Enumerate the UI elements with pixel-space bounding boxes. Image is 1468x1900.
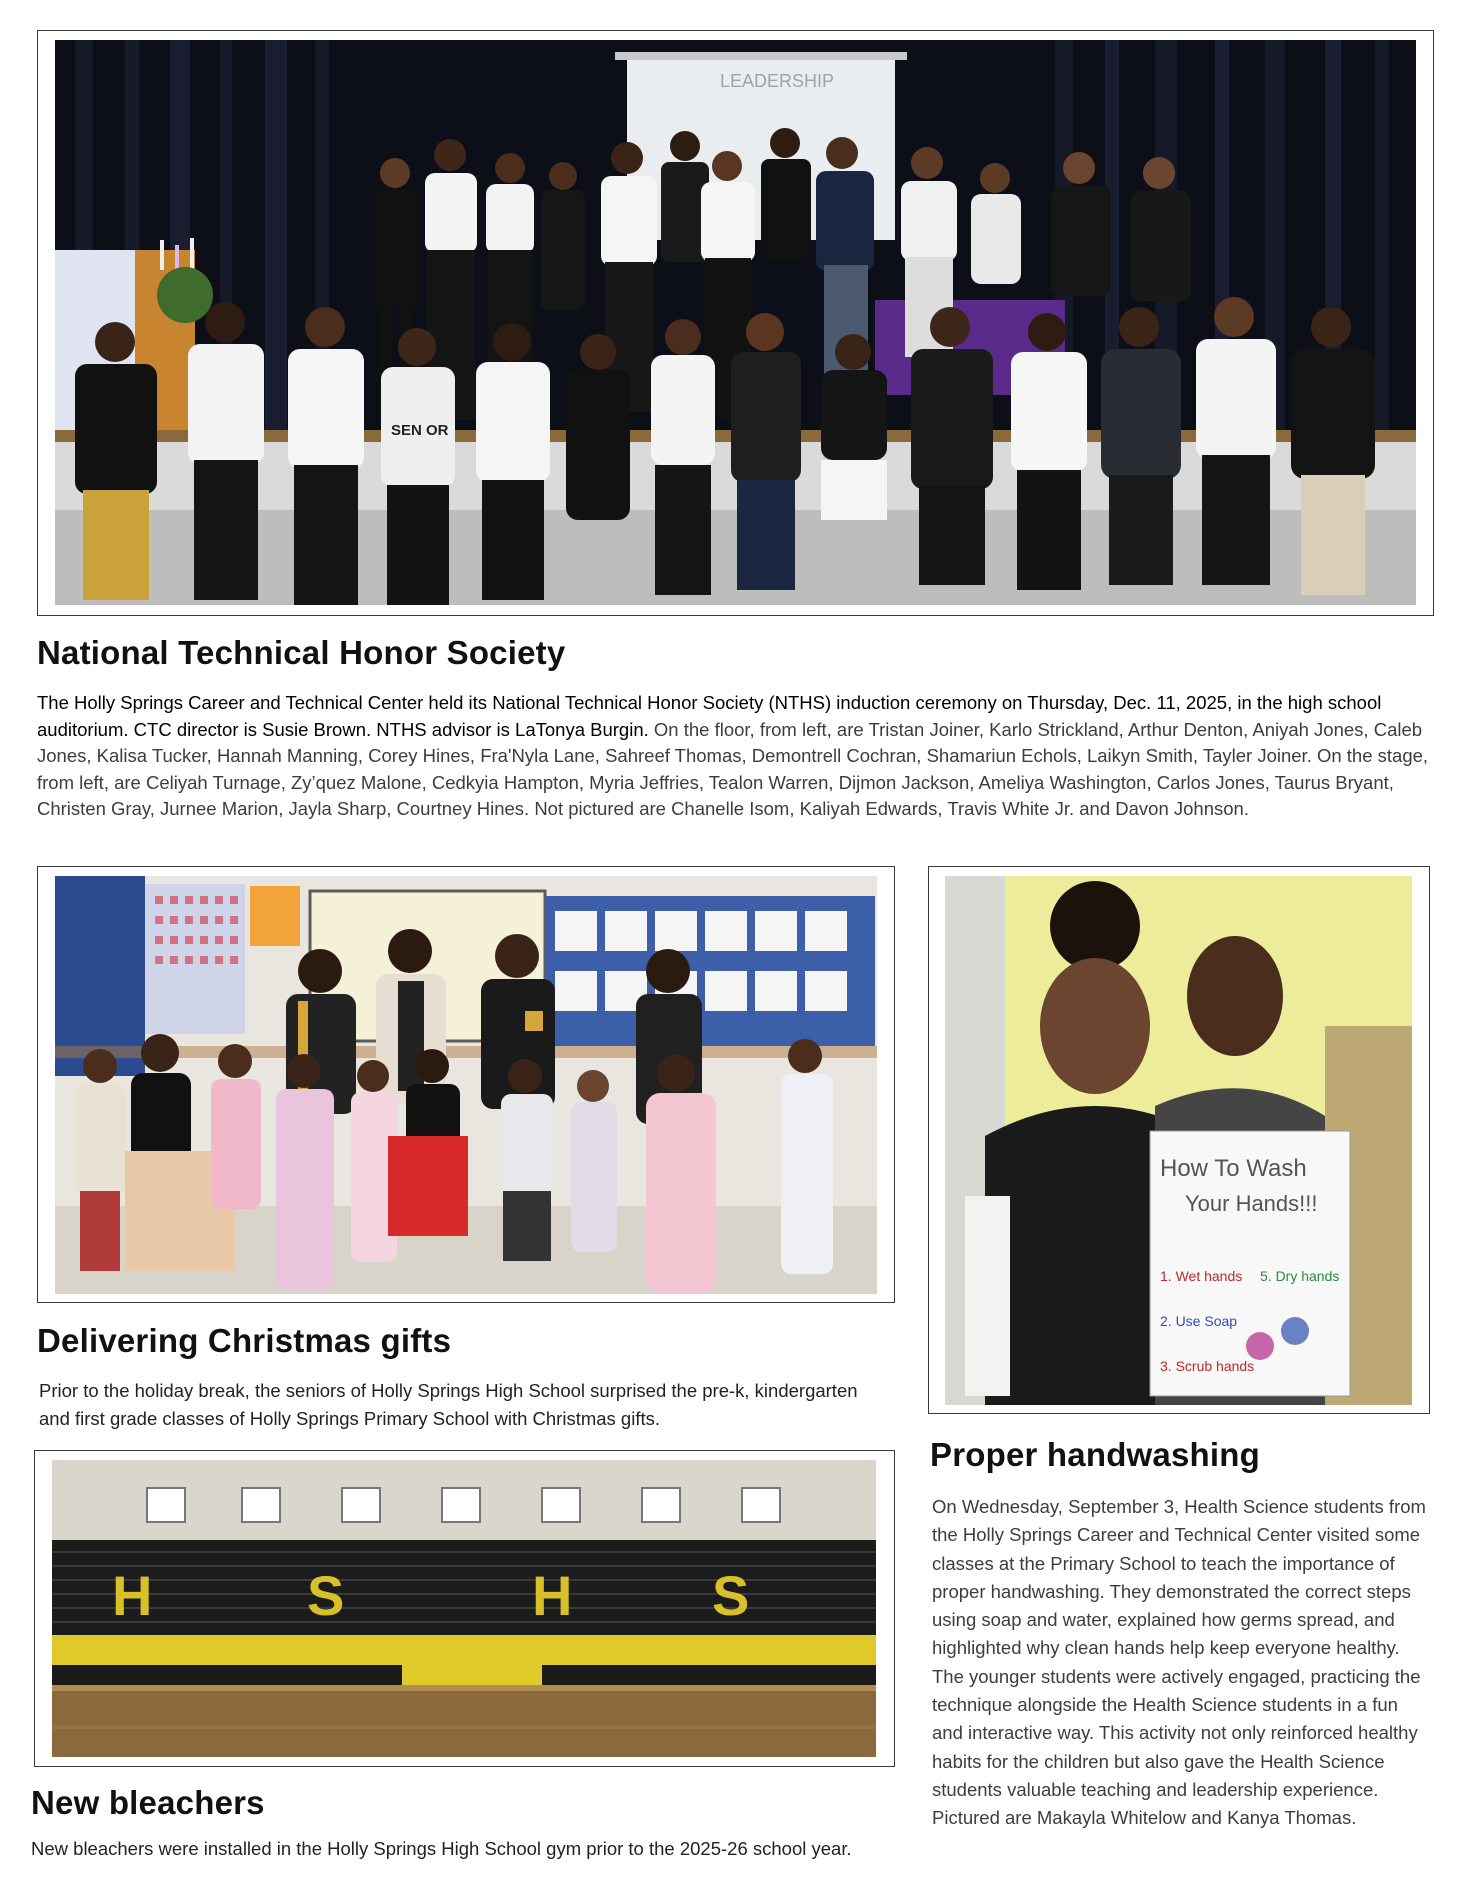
nths-group-photo bbox=[55, 40, 1416, 605]
nths-title: National Technical Honor Society bbox=[37, 634, 566, 671]
bleachers-title: New bleachers bbox=[31, 1784, 265, 1821]
bleacher-letter-4: S bbox=[712, 1564, 750, 1627]
bleacher-letter-1: H bbox=[112, 1564, 153, 1627]
screen-text: LEADERSHIP bbox=[720, 71, 835, 91]
bleacher-letter-2: S bbox=[307, 1564, 345, 1627]
bleachers-caption: New bleachers were installed in the Holly Springs High School gym prior to the 2025-26 school year. bbox=[31, 1838, 852, 1859]
nths-caption bbox=[37, 690, 1437, 823]
nths-caption-names: On the floor, from left, are Tristan Joiner, Karlo Strickland, Arthur Denton, Aniyah Jones, Caleb Jones, Kalisa Tucker, Hannah Manning, Corey Hines, Fra'Nyla Lane, Sahreef Thomas, Demontrell Cochran, Shamariun Echols, Laikyn Smith, Tayler Joiner. On the stage, from left, are Celiyah Turnage, Zy’quez Malone, Cedkyia Hampton, Myria Jeffries, Tealon Warren, Dijmon Jackson, Ameliya Washington, Carlos Jones, Taurus Bryant, Christen Gray, Jurnee Marion, Jayla Sharp, Courtney Hines. Not pictured are Chanelle Isom, Kaliyah Edwards, Travis White Jr. and Davon Johnson. bbox=[37, 718, 1429, 819]
poster-title-2: Your Hands!!! bbox=[1185, 1191, 1318, 1216]
christmas-photo bbox=[55, 876, 877, 1294]
nths-caption-lead: The Holly Springs Career and Technical Center held its National Technical Honor Society (NTHS) induction ceremony on Thursday, Dec. 11, 2025, in the high school auditorium. CTC director is Susie Brown. NTHS advisor is LaTonya Burgin. bbox=[37, 692, 1382, 740]
handwashing-title: Proper handwashing bbox=[930, 1436, 1260, 1473]
bleacher-letter-3: H bbox=[532, 1564, 573, 1627]
handwashing-caption: On Wednesday, September 3, Health Science students from the Holly Springs Career and Technical Center visited some classes at the Primary School to teach the importance of proper handwashing. They demonstrated the correct steps using soap and water, explained how germs spread, and highlighted why clean hands help keep everyone healthy. The younger students were actively engaged, practicing the technique alongside the Health Science students in a fun and interactive way. This activity not only reinforced healthy habits for the children but also gave the Health Science students valuable teaching and leadership experience. Pictured are Makayla Whitelow and Kanya Thomas. bbox=[932, 1496, 1426, 1829]
christmas-caption: Prior to the holiday break, the seniors of Holly Springs High School surprised the pre-k, kindergarten and first grade classes of Holly Springs Primary School with Christmas gifts. bbox=[39, 1380, 858, 1429]
poster-title-1: How To Wash bbox=[1160, 1155, 1307, 1182]
sweatshirt-text: SEN OR bbox=[391, 422, 449, 439]
poster-step-3: 3. Scrub hands bbox=[1160, 1358, 1255, 1374]
christmas-title: Delivering Christmas gifts bbox=[37, 1322, 452, 1359]
handwashing-photo bbox=[945, 876, 1412, 1405]
bleachers-photo bbox=[52, 1460, 876, 1757]
poster-step-1: 1. Wet hands bbox=[1160, 1268, 1243, 1284]
poster-step-2: 2. Use Soap bbox=[1160, 1313, 1238, 1329]
poster-step-4: 5. Dry hands bbox=[1260, 1268, 1340, 1284]
